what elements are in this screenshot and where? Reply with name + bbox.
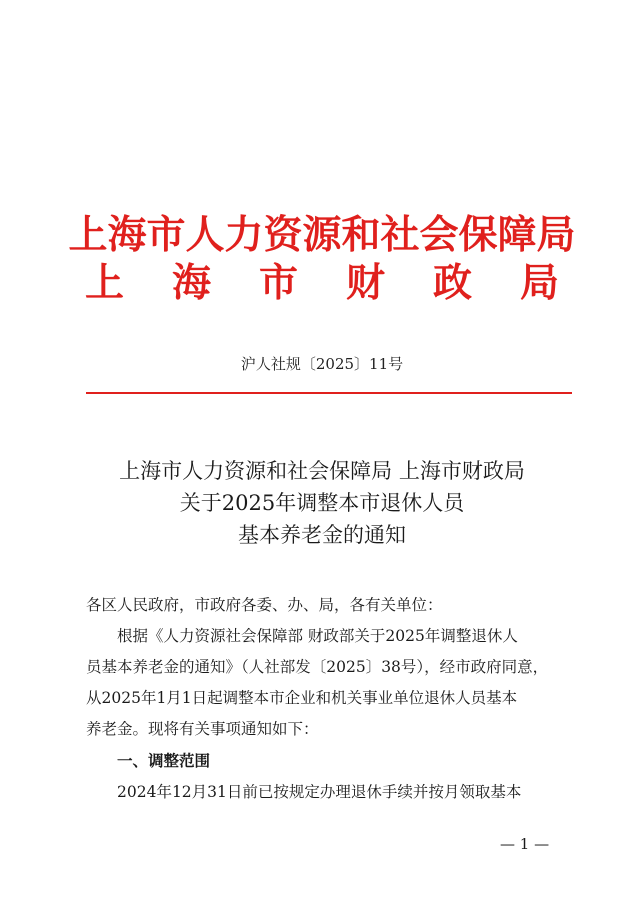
paragraph-1-line: 员基本养老金的通知》（人社部发〔2025〕38号），经市政府同意， [86, 658, 549, 676]
paragraph-1-line: 从2025年1月1日起调整本市企业和机关事业单位退休人员基本 [86, 689, 518, 707]
document-number: 沪人社规〔2025〕11号 [240, 355, 404, 373]
document-title-line-1: 上海市人力资源和社会保障局 上海市财政局 [119, 459, 525, 483]
document-title-line-2: 关于2025年调整本市退休人员 [179, 491, 465, 515]
red-divider-line [86, 392, 572, 394]
section-heading-scope: 一、调整范围 [117, 752, 211, 770]
issuer-name-finance: 上海市财政局 [84, 260, 607, 306]
document-title-line-3: 基本养老金的通知 [238, 523, 406, 547]
page-number: — 1 — [500, 835, 550, 853]
paragraph-1-line: 养老金。现将有关事项通知如下： [86, 720, 319, 738]
paragraph-2-line: 2024年12月31日前已按规定办理退休手续并按月领取基本 [117, 783, 522, 801]
paragraph-1 [86, 621, 572, 745]
salutation: 各区人民政府，市政府各委、办、局，各有关单位： [86, 596, 443, 614]
issuer-name-hrss: 上海市人力资源和社会保障局 [68, 212, 576, 258]
paragraph-1-line: 根据《人力资源社会保障部 财政部关于2025年调整退休人 [117, 627, 518, 645]
